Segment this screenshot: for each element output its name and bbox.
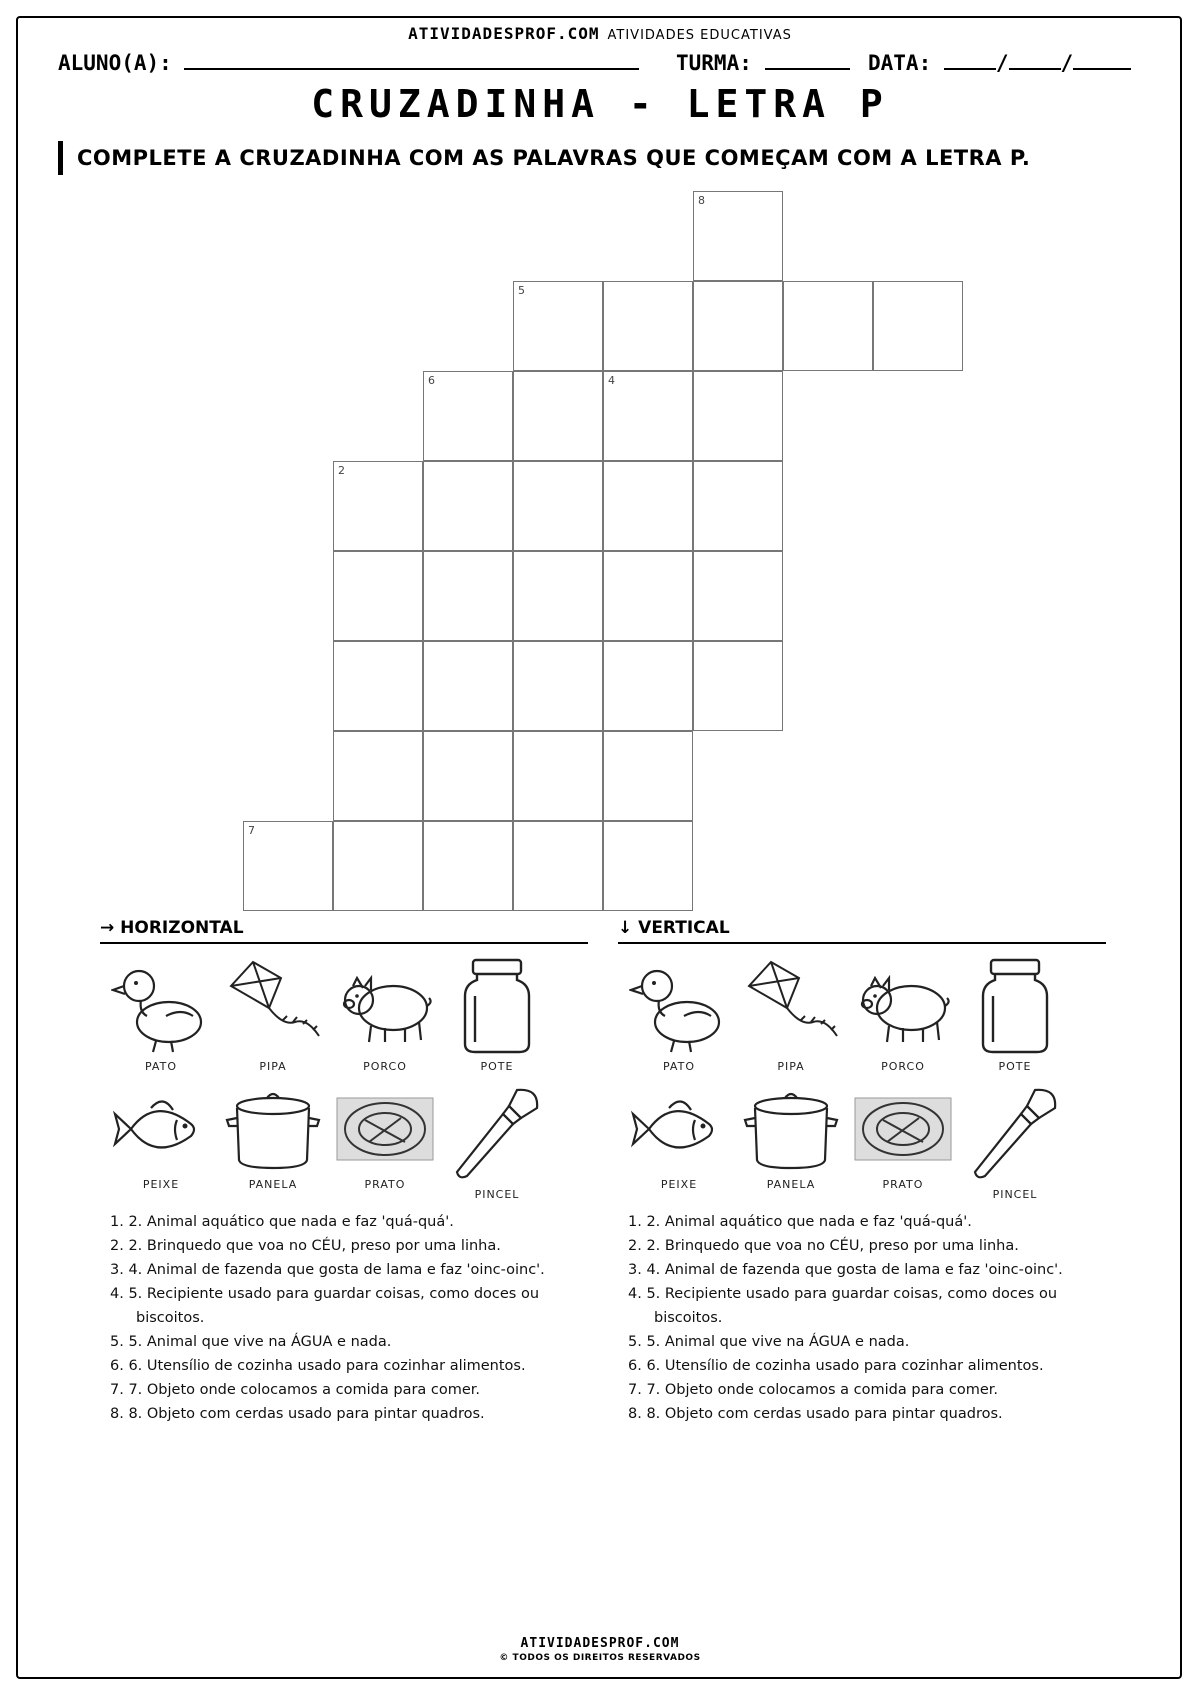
crossword-cell[interactable] (423, 371, 513, 461)
instruction-text: COMPLETE A CRUZADINHA COM AS PALAVRAS QUE COMEÇAM COM A LETRA P. (58, 141, 1030, 175)
student-label: ALUNO(A): (58, 51, 172, 75)
crossword-cell[interactable] (423, 461, 513, 551)
crossword-cell[interactable] (873, 281, 963, 371)
picture-caption: PORCO (881, 1060, 925, 1073)
pig-icon (335, 956, 435, 1056)
clue-item: 5. 5. Animal que vive na ÁGUA e nada. (628, 1334, 910, 1350)
picture-caption: PIPA (259, 1060, 287, 1073)
crossword-cell[interactable] (333, 641, 423, 731)
plate-icon (335, 1084, 435, 1174)
clue-item: 7. 7. Objeto onde colocamos a comida para comer. (110, 1382, 481, 1398)
crossword-cell[interactable] (693, 461, 783, 551)
clue-number: 8 (698, 194, 705, 207)
horizontal-clue-list (110, 1210, 580, 1426)
picture-card (218, 1084, 328, 1191)
clue-item: 5. 5. Animal que vive na ÁGUA e nada. (110, 1334, 392, 1350)
crossword-cell[interactable] (423, 731, 513, 821)
kite-icon (223, 956, 323, 1056)
clue-number: 2 (338, 464, 345, 477)
picture-card (624, 956, 734, 1073)
pot-icon (223, 1084, 323, 1174)
crossword-cell[interactable] (603, 821, 693, 911)
picture-caption: PATO (145, 1060, 177, 1073)
picture-caption: PANELA (248, 1178, 298, 1191)
crossword-cell[interactable] (693, 371, 783, 461)
vertical-column (618, 956, 1098, 1206)
picture-caption: PANELA (766, 1178, 816, 1191)
class-label: TURMA: (676, 51, 752, 75)
crossword-cell[interactable] (513, 641, 603, 731)
horizontal-column (100, 956, 580, 1206)
clue-item: 6. 6. Utensílio de cozinha usado para cozinhar alimentos. (110, 1358, 526, 1374)
picture-caption: POTE (998, 1060, 1032, 1073)
pot-icon (741, 1084, 841, 1174)
footer-copyright: © TODOS OS DIREITOS RESERVADOS (499, 1653, 701, 1663)
clue-item: 7. 7. Objeto onde colocamos a comida para comer. (628, 1382, 999, 1398)
picture-card (736, 1084, 846, 1191)
crossword-cell[interactable] (513, 461, 603, 551)
picture-grid (618, 956, 1098, 1206)
picture-card (624, 1084, 734, 1191)
date-separator: / (1060, 51, 1074, 75)
clue-number: 4 (608, 374, 615, 387)
picture-caption: PATO (663, 1060, 695, 1073)
picture-caption: PEIXE (142, 1178, 180, 1191)
crossword-cell[interactable] (603, 551, 693, 641)
page-footer (0, 1636, 1200, 1663)
picture-card (442, 1084, 552, 1201)
picture-caption: PINCEL (992, 1188, 1038, 1201)
crossword-cell[interactable] (333, 551, 423, 641)
clue-item: 6. 6. Utensílio de cozinha usado para cozinhar alimentos. (628, 1358, 1044, 1374)
date-separator: / (995, 51, 1009, 75)
picture-grid (100, 956, 580, 1206)
crossword-cell[interactable] (423, 551, 513, 641)
clue-item: 8. 8. Objeto com cerdas usado para pintar quadros. (110, 1406, 485, 1422)
clue-number: 7 (248, 824, 255, 837)
brush-icon (965, 1084, 1065, 1184)
crossword-cell[interactable] (333, 461, 423, 551)
clue-item: 3. 4. Animal de fazenda que gosta de lama e faz 'oinc-oinc'. (628, 1262, 1063, 1278)
crossword-cell[interactable] (603, 281, 693, 371)
horizontal-heading: → HORIZONTAL (100, 918, 588, 944)
plate-icon (853, 1084, 953, 1174)
footer-site: ATIVIDADESPROF.COM (520, 1636, 680, 1651)
picture-card (960, 956, 1070, 1073)
crossword-cell[interactable] (513, 551, 603, 641)
crossword-cell[interactable] (333, 821, 423, 911)
crossword-cell[interactable] (603, 371, 693, 461)
crossword-cell[interactable] (513, 371, 603, 461)
jar-icon (965, 956, 1065, 1056)
brush-icon (447, 1084, 547, 1184)
picture-card (848, 1084, 958, 1191)
picture-card (442, 956, 552, 1073)
picture-caption: PIPA (777, 1060, 805, 1073)
fish-icon (629, 1084, 729, 1174)
vertical-clue-list (628, 1210, 1098, 1426)
clue-item: 4. 5. Recipiente usado para guardar coisas, como doces ou biscoitos. (628, 1286, 1058, 1326)
crossword-cell[interactable] (783, 281, 873, 371)
crossword-cell[interactable] (603, 461, 693, 551)
picture-caption: PORCO (363, 1060, 407, 1073)
pig-icon (853, 956, 953, 1056)
crossword-cell[interactable] (603, 641, 693, 731)
crossword-cell[interactable] (333, 731, 423, 821)
crossword-cell[interactable] (693, 281, 783, 371)
fish-icon (111, 1084, 211, 1174)
crossword-cell[interactable] (693, 551, 783, 641)
clue-item: 2. 2. Brinquedo que voa no CÉU, preso por uma linha. (110, 1238, 501, 1254)
crossword-cell[interactable] (603, 731, 693, 821)
picture-card (960, 1084, 1070, 1201)
picture-card (106, 956, 216, 1073)
crossword-cell[interactable] (513, 281, 603, 371)
jar-icon (447, 956, 547, 1056)
picture-card (106, 1084, 216, 1191)
picture-caption: PRATO (364, 1178, 406, 1191)
clue-item: 4. 5. Recipiente usado para guardar coisas, como doces ou biscoitos. (110, 1286, 540, 1326)
site-name: ATIVIDADESPROF.COM (408, 24, 600, 43)
vertical-heading: ↓ VERTICAL (618, 918, 1106, 944)
duck-icon (629, 956, 729, 1056)
crossword-cell[interactable] (693, 641, 783, 731)
site-subtitle: ATIVIDADES EDUCATIVAS (607, 28, 792, 43)
clue-item: 2. 2. Brinquedo que voa no CÉU, preso por uma linha. (628, 1238, 1019, 1254)
crossword-cell[interactable] (513, 821, 603, 911)
clue-item: 8. 8. Objeto com cerdas usado para pintar quadros. (628, 1406, 1003, 1422)
crossword-cell[interactable] (423, 641, 513, 731)
picture-card (848, 956, 958, 1073)
page-title: CRUZADINHA - LETRA P (311, 82, 889, 126)
picture-card (330, 1084, 440, 1191)
crossword-cell[interactable] (423, 821, 513, 911)
crossword-cell[interactable] (243, 821, 333, 911)
picture-card (330, 956, 440, 1073)
clue-item: 1. 2. Animal aquático que nada e faz 'quá-quá'. (110, 1214, 454, 1230)
duck-icon (111, 956, 211, 1056)
crossword-cell[interactable] (693, 191, 783, 281)
picture-caption: PRATO (882, 1178, 924, 1191)
picture-caption: PEIXE (660, 1178, 698, 1191)
picture-card (218, 956, 328, 1073)
picture-card (736, 956, 846, 1073)
picture-caption: POTE (480, 1060, 514, 1073)
kite-icon (741, 956, 841, 1056)
clue-number: 6 (428, 374, 435, 387)
clue-item: 1. 2. Animal aquático que nada e faz 'quá-quá'. (628, 1214, 972, 1230)
date-label: DATA: (868, 51, 932, 75)
picture-caption: PINCEL (474, 1188, 520, 1201)
clue-number: 5 (518, 284, 525, 297)
crossword-cell[interactable] (513, 731, 603, 821)
clue-item: 3. 4. Animal de fazenda que gosta de lama e faz 'oinc-oinc'. (110, 1262, 545, 1278)
